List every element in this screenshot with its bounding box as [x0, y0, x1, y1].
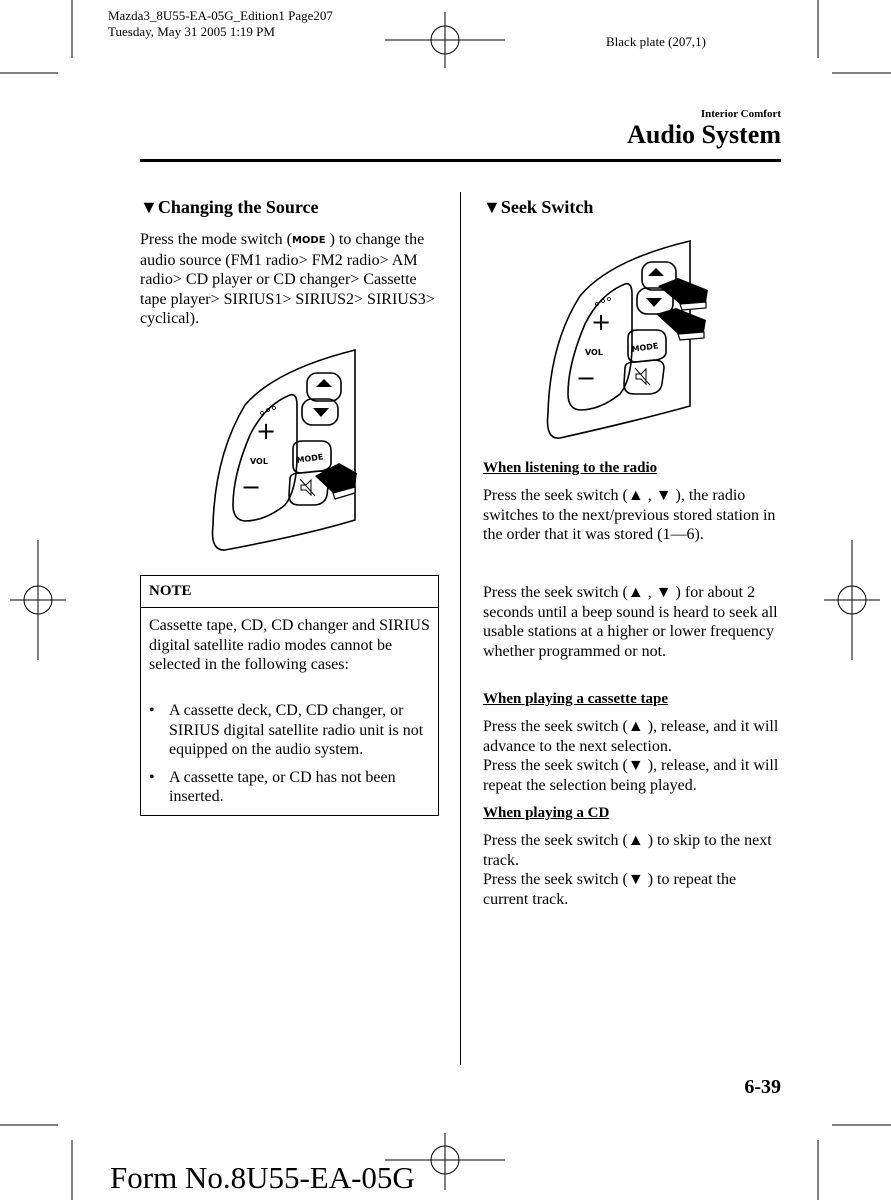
up-arrow-icon [316, 379, 332, 387]
press-pointer-icon [656, 308, 706, 340]
fig-vol-label: VOL [250, 457, 268, 466]
title-rule [140, 159, 781, 162]
fig-mode-label: MODE [631, 341, 659, 354]
note-bullet: • A cassette tape, or CD has not been inserted. [141, 768, 431, 807]
note-divider [141, 607, 438, 608]
section-label: Interior Comfort [700, 108, 781, 120]
radio-paragraph-2: Press the seek switch (▲ , ▼ ) for about 2 seconds until a beep sound is heard to seek all usable stations at a higher or lower frequency whether programmed or not. [483, 584, 778, 660]
plate-label: Black plate (207,1) [606, 34, 706, 49]
fig-minus-label: − [241, 473, 262, 501]
heading-marker-icon: ▼ [140, 197, 158, 217]
fig-minus-label: − [576, 364, 597, 392]
page-number: 6-39 [744, 1076, 781, 1098]
page-title: Audio System [627, 120, 781, 149]
cd-subheading: When playing a CD [483, 805, 610, 821]
cd-paragraph-2: Press the seek switch (▼ ) to repeat the current track. [483, 871, 737, 908]
form-number: Form No.8U55-EA-05G [110, 1160, 415, 1195]
radio-subheading: When listening to the radio [483, 460, 658, 476]
mode-inline-label: MODE [291, 235, 326, 246]
heading-changing-source: ▼Changing the Source [140, 197, 319, 217]
cassette-paragraph-2: Press the seek switch (▼ ), release, and it will repeat the selection being played. [483, 757, 779, 794]
note-body: Cassette tape, CD, CD changer and SIRIUS digital satellite radio modes cannot be selected in the following cases: [149, 617, 430, 673]
fig-vol-label: VOL [585, 348, 603, 357]
heading-seek-switch: ▼Seek Switch [483, 197, 594, 217]
down-arrow-icon [646, 298, 662, 307]
note-bullets [141, 701, 431, 815]
mute-icon [300, 479, 315, 496]
up-arrow-icon [648, 268, 664, 276]
note-title: NOTE [149, 583, 192, 599]
down-arrow-icon [313, 408, 329, 417]
steering-switch-figure-seek [540, 238, 715, 443]
radio-paragraph-1: Press the seek switch (▲ , ▼ ), the radio switches to the next/previous stored station in the order that it was stored (1—6). [483, 487, 776, 543]
fig-plus-label: + [591, 308, 612, 336]
note-box [140, 575, 439, 816]
fig-mode-label: MODE [296, 452, 324, 465]
note-bullet: • A cassette deck, CD, CD changer, or SIRIUS digital satellite radio unit is not equipped on the audio system. [141, 701, 431, 760]
press-pointer-icon [315, 463, 357, 499]
print-date-line: Tuesday, May 31 2005 1:19 PM [108, 24, 275, 39]
cassette-paragraph-1: Press the seek switch (▲ ), release, and it will advance to the next selection. [483, 718, 779, 755]
cd-paragraph-1: Press the seek switch (▲ ) to skip to the next track. [483, 832, 772, 869]
fig-plus-label: + [256, 417, 277, 445]
column-divider [460, 192, 461, 1065]
heading-marker-icon: ▼ [483, 197, 501, 217]
press-pointer-icon [658, 278, 708, 310]
cassette-subheading: When playing a cassette tape [483, 691, 668, 707]
mute-icon [635, 368, 650, 385]
steering-switch-figure-mode [205, 345, 375, 555]
source-paragraph: Press the mode switch (MODE ) to change the audio source (FM1 radio> FM2 radio> AM radio> CD player or CD changer> Cassette tape player> SIRIUS1> SIRIUS2> SIRIUS3> cyclical). [140, 231, 435, 327]
print-file-line: Mazda3_8U55-EA-05G_Edition1 Page207 [108, 8, 333, 23]
